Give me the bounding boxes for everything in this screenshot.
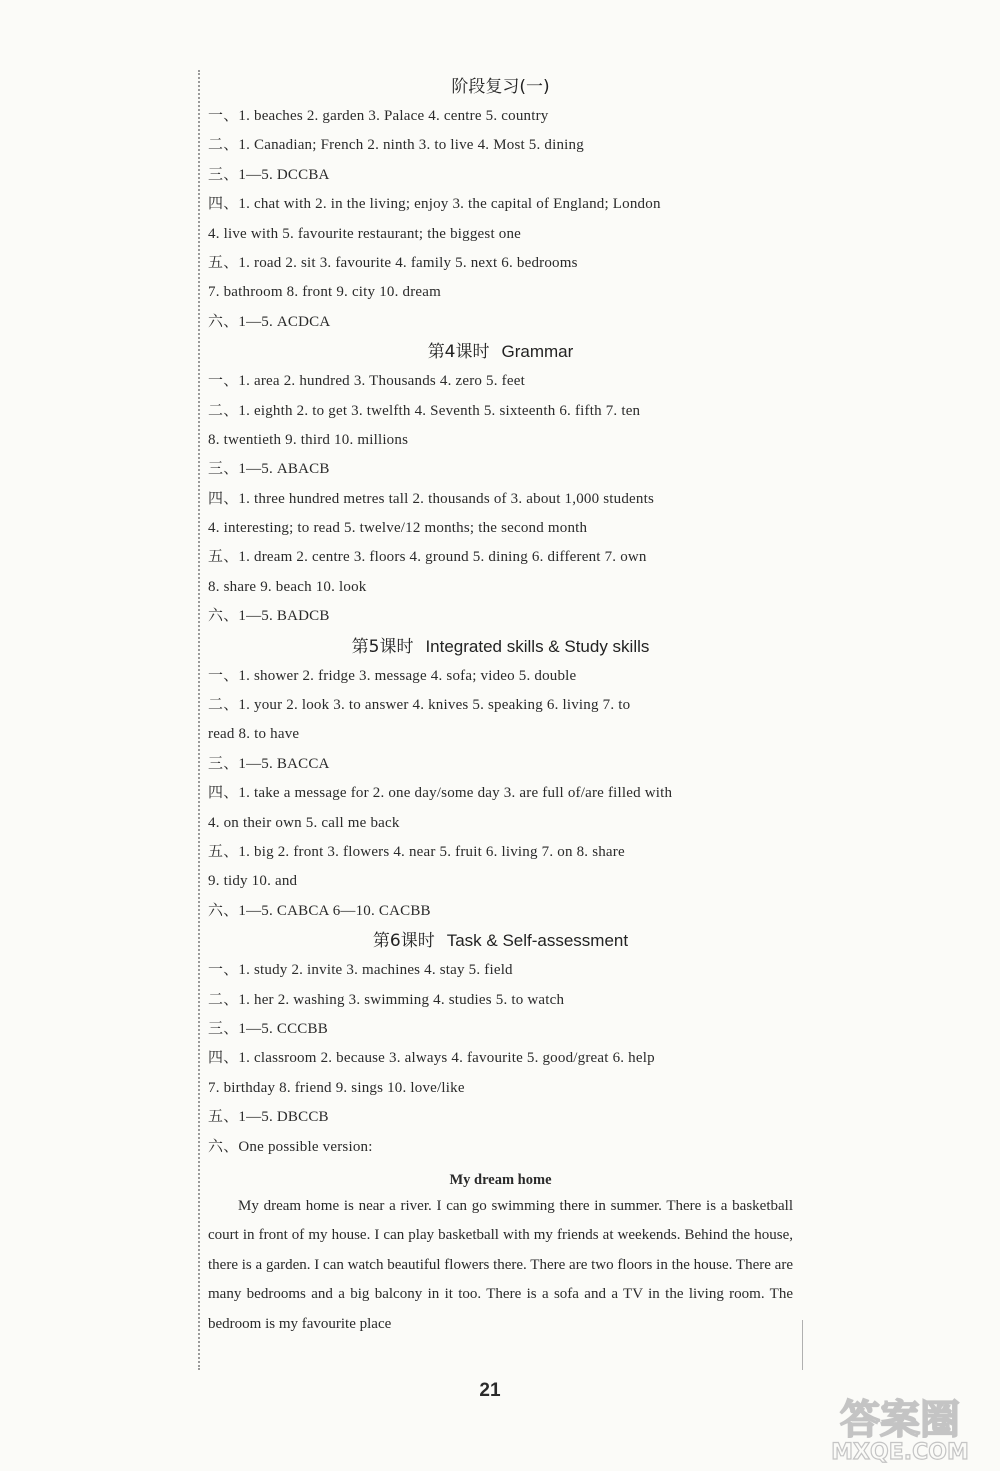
section-title-en: Task & Self-assessment bbox=[446, 931, 629, 951]
answer-line: 二、1. Canadian; French 2. ninth 3. to live 4. Most 5. dining bbox=[208, 137, 584, 154]
answer-line: 8. twentieth 9. third 10. millions bbox=[208, 431, 409, 448]
section-heading-lesson-6 bbox=[208, 926, 793, 956]
answer-line: 三、1—5. BACCA bbox=[208, 755, 330, 772]
answer-line: 9. tidy 10. and bbox=[208, 873, 298, 890]
answer-line: 六、1—5. ACDCA bbox=[208, 313, 331, 330]
answer-line: 一、1. area 2. hundred 3. Thousands 4. zero 5. feet bbox=[208, 373, 525, 390]
answer-line: 一、1. shower 2. fridge 3. message 4. sofa; video 5. double bbox=[208, 667, 577, 684]
section-title-zh: 第6课时 bbox=[372, 931, 435, 952]
answer-line: 四、1. chat with 2. in the living; enjoy 3. the capital of England; London bbox=[208, 196, 661, 213]
answer-line: 六、1—5. BADCB bbox=[208, 608, 330, 625]
answer-line: 7. birthday 8. friend 9. sings 10. love/like bbox=[208, 1079, 465, 1096]
answer-key-content bbox=[208, 72, 793, 1339]
answer-line: 三、1—5. ABACB bbox=[208, 461, 330, 478]
watermark-chars: 答案圈 bbox=[840, 1397, 960, 1443]
answer-line: 4. on their own 5. call me back bbox=[208, 814, 400, 831]
answer-line: 四、1. classroom 2. because 3. always 4. favourite 5. good/great 6. help bbox=[208, 1050, 655, 1067]
answer-line: 五、1. big 2. front 3. flowers 4. near 5. fruit 6. living 7. on 8. share bbox=[208, 843, 625, 860]
page-number: 21 bbox=[479, 1380, 501, 1401]
answer-line: 五、1. dream 2. centre 3. floors 4. ground 5. dining 6. different 7. own bbox=[208, 549, 647, 566]
answer-line: 二、1. your 2. look 3. to answer 4. knives 5. speaking 6. living 7. to bbox=[208, 697, 631, 714]
binding-fold-line bbox=[198, 70, 200, 1370]
section-title-zh: 第4课时 bbox=[427, 342, 490, 363]
answer-line: 六、One possible version: bbox=[208, 1138, 373, 1155]
answer-line: 8. share 9. beach 10. look bbox=[208, 578, 367, 595]
answer-line: 三、1—5. CCCBB bbox=[208, 1020, 328, 1037]
answer-line: 一、1. study 2. invite 3. machines 4. stay 5. field bbox=[208, 962, 513, 979]
section-heading-lesson-5 bbox=[208, 632, 793, 662]
section-title-zh: 第5课时 bbox=[351, 636, 414, 657]
essay-title: My dream home bbox=[449, 1171, 552, 1188]
answer-line: 二、1. eighth 2. to get 3. twelfth 4. Seventh 5. sixteenth 6. fifth 7. ten bbox=[208, 402, 641, 419]
answer-line: 五、1. road 2. sit 3. favourite 4. family 5. next 6. bedrooms bbox=[208, 254, 578, 271]
answer-line: 四、1. three hundred metres tall 2. thousands of 3. about 1,000 students bbox=[208, 490, 655, 507]
answer-line: 四、1. take a message for 2. one day/some day 3. are full of/are filled with bbox=[208, 785, 673, 802]
answer-line: 一、1. beaches 2. garden 3. Palace 4. centre 5. country bbox=[208, 108, 549, 124]
section-heading-lesson-4 bbox=[208, 337, 793, 367]
answer-line: 三、1—5. DCCBA bbox=[208, 166, 330, 183]
answer-line: 4. live with 5. favourite restaurant; the biggest one bbox=[208, 225, 522, 242]
section-title-en: Integrated skills & Study skills bbox=[425, 636, 650, 656]
answer-line: read 8. to have bbox=[208, 726, 300, 743]
answer-line: 六、1—5. CABCA 6—10. CACBB bbox=[208, 902, 431, 919]
section-title-zh: 阶段复习(一) bbox=[451, 77, 550, 97]
mxqe-watermark-logo bbox=[805, 1395, 995, 1465]
page-edge-line bbox=[802, 1320, 803, 1370]
essay-paragraph: My dream home is near a river. I can go swimming there in summer. There is a basketball court in front of my house. I can play basketball with my friends at weekends. Behind the house, there is a garden. I can watch beautiful flowers there. There are two floors in the house. There are many bedrooms and a big balcony in it too. There is a sofa and a TV in the living room. The bedroom is my favourite place bbox=[208, 1197, 793, 1332]
watermark-url: MXQE.COM bbox=[831, 1440, 969, 1465]
answer-line: 二、1. her 2. washing 3. swimming 4. studies 5. to watch bbox=[208, 991, 565, 1008]
section-heading-review-1 bbox=[208, 72, 793, 102]
answer-line: 7. bathroom 8. front 9. city 10. dream bbox=[208, 284, 441, 301]
answer-line: 五、1—5. DBCCB bbox=[208, 1109, 329, 1126]
answer-line: 4. interesting; to read 5. twelve/12 months; the second month bbox=[208, 520, 588, 537]
section-title-en: Grammar bbox=[501, 342, 574, 362]
